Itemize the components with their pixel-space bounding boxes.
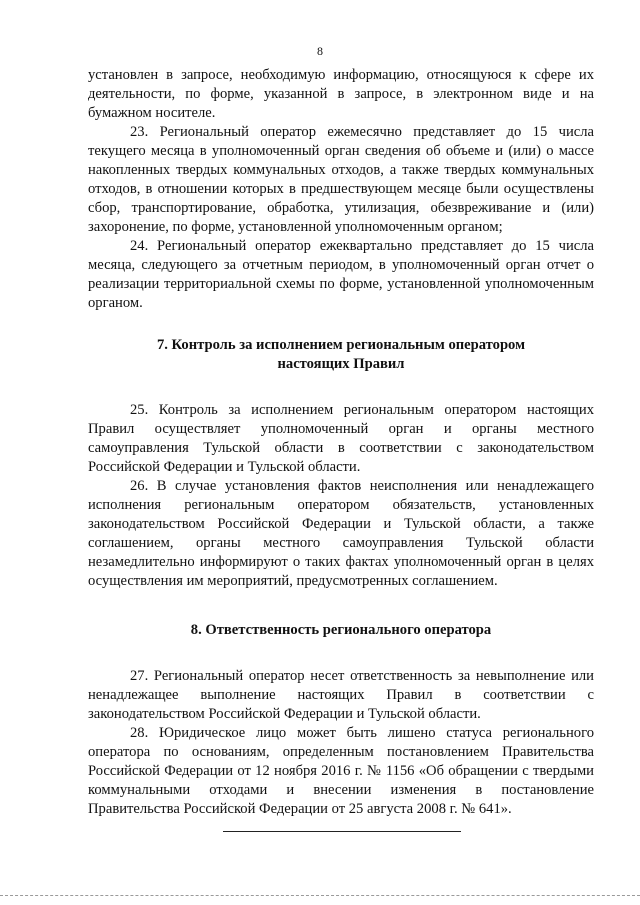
- paragraph-28: 28. Юридическое лицо может быть лишено статуса регионального оператора по основаниям, определенным постановлением Правительства Российской Федерации от 12 ноября 2016 г. № 1156 «Об обращении с твердыми коммунальными отходами и внесении изменения в постановление Правительства Российской Федерации от 25 августа 2008 г. № 641».: [88, 725, 594, 817]
- end-of-document-line: [223, 831, 461, 832]
- paragraph-23: 23. Региональный оператор ежемесячно представляет до 15 числа текущего месяца в уполномоченный орган сведения об объеме и (или) о массе накопленных твердых коммунальных отходов, а также твердых коммунальных отходов, в отношении которых в предшествующем месяце были осуществлены сбор, транспортирование, обработка, утилизация, обезвреживание и (или) захоронение, по форме, установленной уполномоченным органом;: [88, 124, 594, 235]
- paragraph-24: 24. Региональный оператор ежеквартально представляет до 15 числа месяца, следующего за отчетным периодом, в уполномоченный орган отчет о реализации территориальной схемы по форме, установленной уполномоченным органом.: [88, 238, 594, 311]
- section-8-heading: 8. Ответственность регионального оператора: [190, 622, 492, 638]
- document-body: [88, 66, 594, 832]
- scan-edge-line: [0, 895, 640, 897]
- paragraph-continuation: установлен в запросе, необходимую информацию, относящуюся к сфере их деятельности, по форме, указанной в запросе, в электронном виде и на бумажном носителе.: [88, 67, 594, 121]
- section-7-title-line1: 7. Контроль за исполнением региональным оператором: [156, 337, 526, 353]
- paragraph-26: 26. В случае установления фактов неисполнения или ненадлежащего исполнения региональным оператором обязательств, установленных законодательством Российской Федерации и Тульской области, а также соглашением, органы местного самоуправления Тульской области незамедлительно информируют о таких фактах уполномоченный орган в целях осуществления им мероприятий, предусмотренных соглашением.: [88, 478, 594, 589]
- section-7-title-line2: настоящих Правил: [277, 356, 405, 372]
- paragraph-27: 27. Региональный оператор несет ответственность за невыполнение или ненадлежащее выполнение настоящих Правил в соответствии с законодательством Российской Федерации и Тульской области.: [88, 668, 594, 722]
- section-7-heading: [88, 336, 594, 374]
- page-number: 8: [317, 44, 323, 58]
- paragraph-25: 25. Контроль за исполнением региональным оператором настоящих Правил осуществляет уполномоченный орган и органы местного самоуправления Тульской области в соответствии с законодательством Российской Федерации и Тульской области.: [88, 402, 594, 475]
